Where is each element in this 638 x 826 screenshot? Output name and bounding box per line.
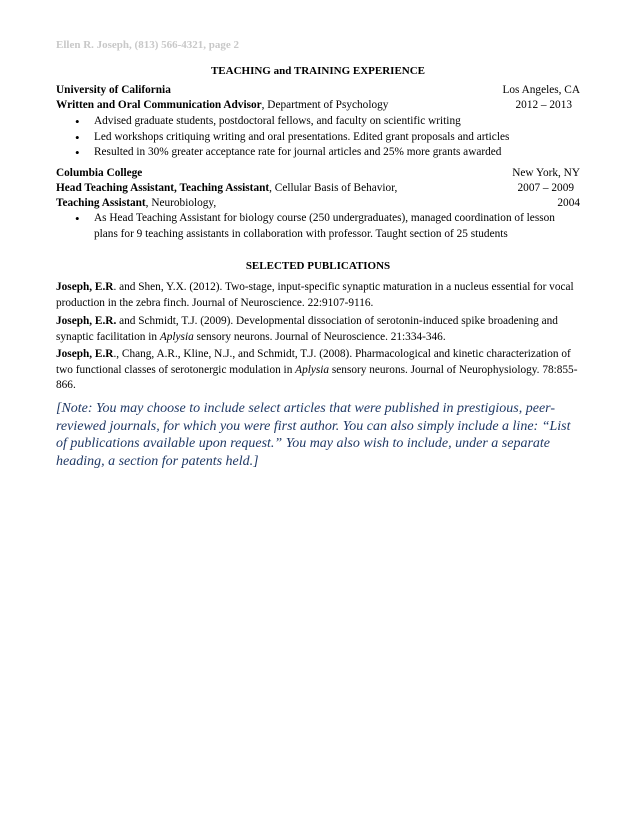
- cc-org-name: Columbia College: [56, 167, 143, 179]
- cc-role2-title: Teaching Assistant: [56, 197, 146, 209]
- uc-dates: 2012 – 2013: [515, 99, 572, 111]
- uc-org-name: University of California: [56, 84, 171, 96]
- publication-author: Joseph, E.R.: [56, 315, 117, 327]
- uc-bullet: • Resulted in 30% greater acceptance rate for journal articles and 25% more grants awarded: [56, 145, 580, 161]
- uc-role: [56, 98, 388, 114]
- publication-item: [56, 314, 580, 345]
- publication-species: Aplysia: [295, 363, 330, 376]
- publication-text: ., Chang, A.R., Kline, N.J., and Schmidt, T.J. (2008). Pharmacological and kinetic characterization of two functional classes of serotonergic modulation in: [56, 348, 571, 376]
- cc-role2: [56, 196, 216, 212]
- uc-location: Los Angeles, CA: [502, 84, 580, 96]
- uc-bullet: • Led workshops critiquing writing and oral presentations. Edited grant proposals and articles: [56, 130, 580, 146]
- cc-bullet: • As Head Teaching Assistant for biology course (250 undergraduates), managed coordination of lesson plans for 9 teaching assistants in collaboration with professor. Taught section of 25 students: [56, 211, 580, 242]
- publication-text-end: sensory neurons. Journal of Neurophysiology. 78:855-866.: [56, 363, 578, 391]
- publication-item: [56, 280, 580, 311]
- cc-role2-dept: , Neurobiology,: [145, 197, 217, 209]
- publication-species: Aplysia: [159, 330, 194, 343]
- editor-note: [Note: You may choose to include select articles that were published in prestigious, peer-reviewed journals, for which you were first author. You can also simply include a line: “List of publications available upon request.” You may also wish to include, under a separate heading, a section for patents held.]: [56, 401, 571, 469]
- cc-role1-title: Head Teaching Assistant, Teaching Assistant: [56, 182, 270, 194]
- publication-text-end: sensory neurons. Journal of Neuroscience. 21:334-346.: [193, 330, 446, 343]
- publication-author: Joseph, E.R: [56, 348, 114, 360]
- cc-bullets: [56, 211, 580, 242]
- uc-role-title: Written and Oral Communication Advisor: [56, 99, 262, 111]
- cc-role1: [56, 181, 397, 197]
- cc-dates2: 2004: [557, 197, 580, 209]
- publication-text: . and Shen, Y.X. (2012). Two-stage, input-specific synaptic maturation in a nucleus essential for vocal production in the zebra finch. Journal of Neuroscience. 22:9107-9116.: [56, 281, 574, 309]
- uc-bullet: • Advised graduate students, postdoctoral fellows, and faculty on scientific writing: [56, 114, 580, 130]
- uc-bullets: [56, 114, 580, 161]
- cc-dates1: 2007 – 2009: [517, 182, 574, 194]
- cc-role1-dept: , Cellular Basis of Behavior,: [269, 182, 398, 194]
- page-header: Ellen R. Joseph, (813) 566-4321, page 2: [56, 39, 240, 51]
- publications-section-title: SELECTED PUBLICATIONS: [245, 260, 391, 272]
- publication-item: [56, 347, 580, 394]
- teaching-section-title: TEACHING and TRAINING EXPERIENCE: [210, 65, 426, 77]
- cc-location: New York, NY: [512, 167, 580, 179]
- publication-author: Joseph, E.R: [56, 281, 114, 293]
- publication-text: and Schmidt, T.J. (2009). Developmental dissociation of serotonin-induced spike broadening and synaptic facilitation in: [56, 315, 558, 343]
- uc-role-dept: , Department of Psychology: [261, 99, 389, 111]
